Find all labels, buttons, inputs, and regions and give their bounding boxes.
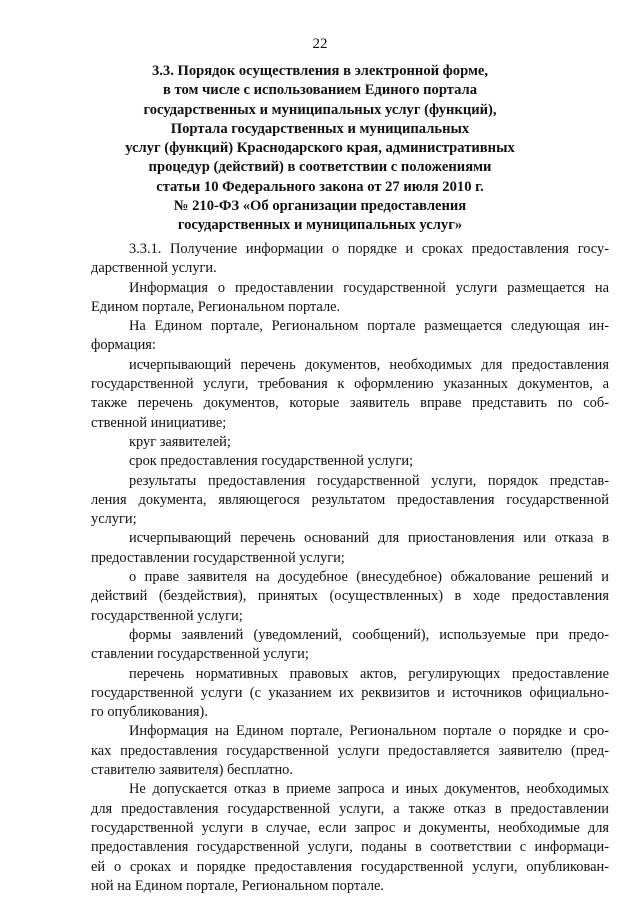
paragraph-line: государственной услуги в случае, если запрос и документы, необходимые для	[91, 819, 609, 836]
paragraph-line: ей о сроках и порядке предоставления государственной услуги, опубликован-	[91, 858, 609, 875]
paragraph-line: ной на Едином портале, Региональном портале.	[91, 877, 384, 894]
heading-line: в том числе с использованием Единого портала	[162, 82, 478, 99]
paragraph-line: для предоставления государственной услуги, а также отказ в предоставлении	[91, 800, 609, 817]
paragraph	[91, 452, 609, 471]
section-heading	[80, 62, 560, 236]
heading-line: 3.3. Порядок осуществления в электронной форме,	[151, 63, 489, 79]
paragraph	[91, 279, 609, 318]
heading-line: государственных и муниципальных услуг (функций),	[143, 101, 497, 118]
paragraph-line: исчерпывающий перечень оснований для приостановления или отказа в	[129, 530, 609, 547]
paragraph	[91, 472, 609, 530]
paragraph-line: услуги;	[91, 511, 137, 528]
paragraph	[91, 356, 609, 433]
paragraph-line: Информация о предоставлении государственной услуги размещается на	[129, 279, 609, 296]
heading-line: услуг (функций) Краснодарского края, административных	[125, 140, 515, 157]
paragraph-line: также перечень документов, которые заявитель вправе представить по соб-	[91, 395, 609, 412]
paragraph-line: ках предоставления государственной услуги предоставляется заявителю (пред-	[91, 742, 609, 759]
paragraph-line: На Едином портале, Региональном портале размещается следующая ин-	[129, 318, 609, 335]
paragraph-line: срок предоставления государственной услуги;	[129, 453, 414, 470]
paragraph-line: государственной услуги, требования к оформлению указанных документов, а	[91, 376, 609, 393]
paragraph-line: о праве заявителя на досудебное (внесудебное) обжалование решений и	[129, 569, 609, 586]
heading-line: статьи 10 Федерального закона от 27 июля 2010 г.	[156, 178, 484, 195]
paragraph-line: действий (бездействия), принятых (осуществленных) в ходе предоставления	[91, 588, 609, 605]
body-text	[91, 240, 609, 896]
paragraph-line: предоставления государственной услуги, поданы в соответствии с информаци-	[91, 839, 609, 856]
paragraph-line: Не допускается отказ в приеме запроса и иных документов, необходимых	[129, 781, 609, 798]
paragraph-line: формы заявлений (уведомлений, сообщений), используемые при предо-	[129, 626, 609, 643]
paragraph-line: ставителю заявителя) бесплатно.	[91, 762, 293, 779]
heading-line: Портала государственных и муниципальных	[170, 120, 470, 137]
heading-line: № 210-ФЗ «Об организации предоставления	[173, 198, 467, 215]
paragraph-line: государственной услуги;	[91, 607, 243, 624]
page-number: 22	[312, 36, 328, 52]
paragraph	[91, 780, 609, 896]
paragraph	[91, 529, 609, 568]
paragraph	[91, 240, 609, 279]
paragraph	[91, 433, 609, 452]
heading-line: процедур (действий) в соответствии с положениями	[148, 159, 492, 176]
paragraph-line: ления документа, являющегося результатом предоставления государственной	[91, 491, 609, 508]
paragraph	[91, 568, 609, 626]
paragraph	[91, 317, 609, 356]
paragraph-line: формация:	[91, 337, 156, 354]
heading-line: государственных и муниципальных услуг»	[177, 217, 463, 234]
paragraph-line: предоставлении государственной услуги;	[91, 549, 345, 566]
paragraph	[91, 626, 609, 665]
paragraph-line: 3.3.1. Получение информации о порядке и сроках предоставления госу-	[129, 241, 609, 257]
paragraph-line: результаты предоставления государственной услуги, порядок представ-	[129, 472, 609, 489]
paragraph-line: государственной услуги (с указанием их реквизитов и источников официально-	[91, 684, 609, 701]
paragraph-line: Едином портале, Региональном портале.	[91, 298, 341, 315]
paragraph-line: Информация на Едином портале, Региональном портале о порядке и сро-	[129, 723, 609, 740]
paragraph-line: ставлении государственной услуги;	[91, 646, 309, 663]
paragraph-line: перечень нормативных правовых актов, регулирующих предоставление	[129, 665, 609, 682]
paragraph-line: дарственной услуги.	[91, 260, 217, 277]
paragraph-line: круг заявителей;	[129, 433, 231, 450]
paragraph-line: го опубликования).	[91, 704, 208, 721]
paragraph-line: исчерпывающий перечень документов, необходимых для предоставления	[129, 356, 609, 373]
paragraph-line: ственной инициативе;	[91, 414, 227, 431]
paragraph	[91, 722, 609, 780]
paragraph	[91, 665, 609, 723]
